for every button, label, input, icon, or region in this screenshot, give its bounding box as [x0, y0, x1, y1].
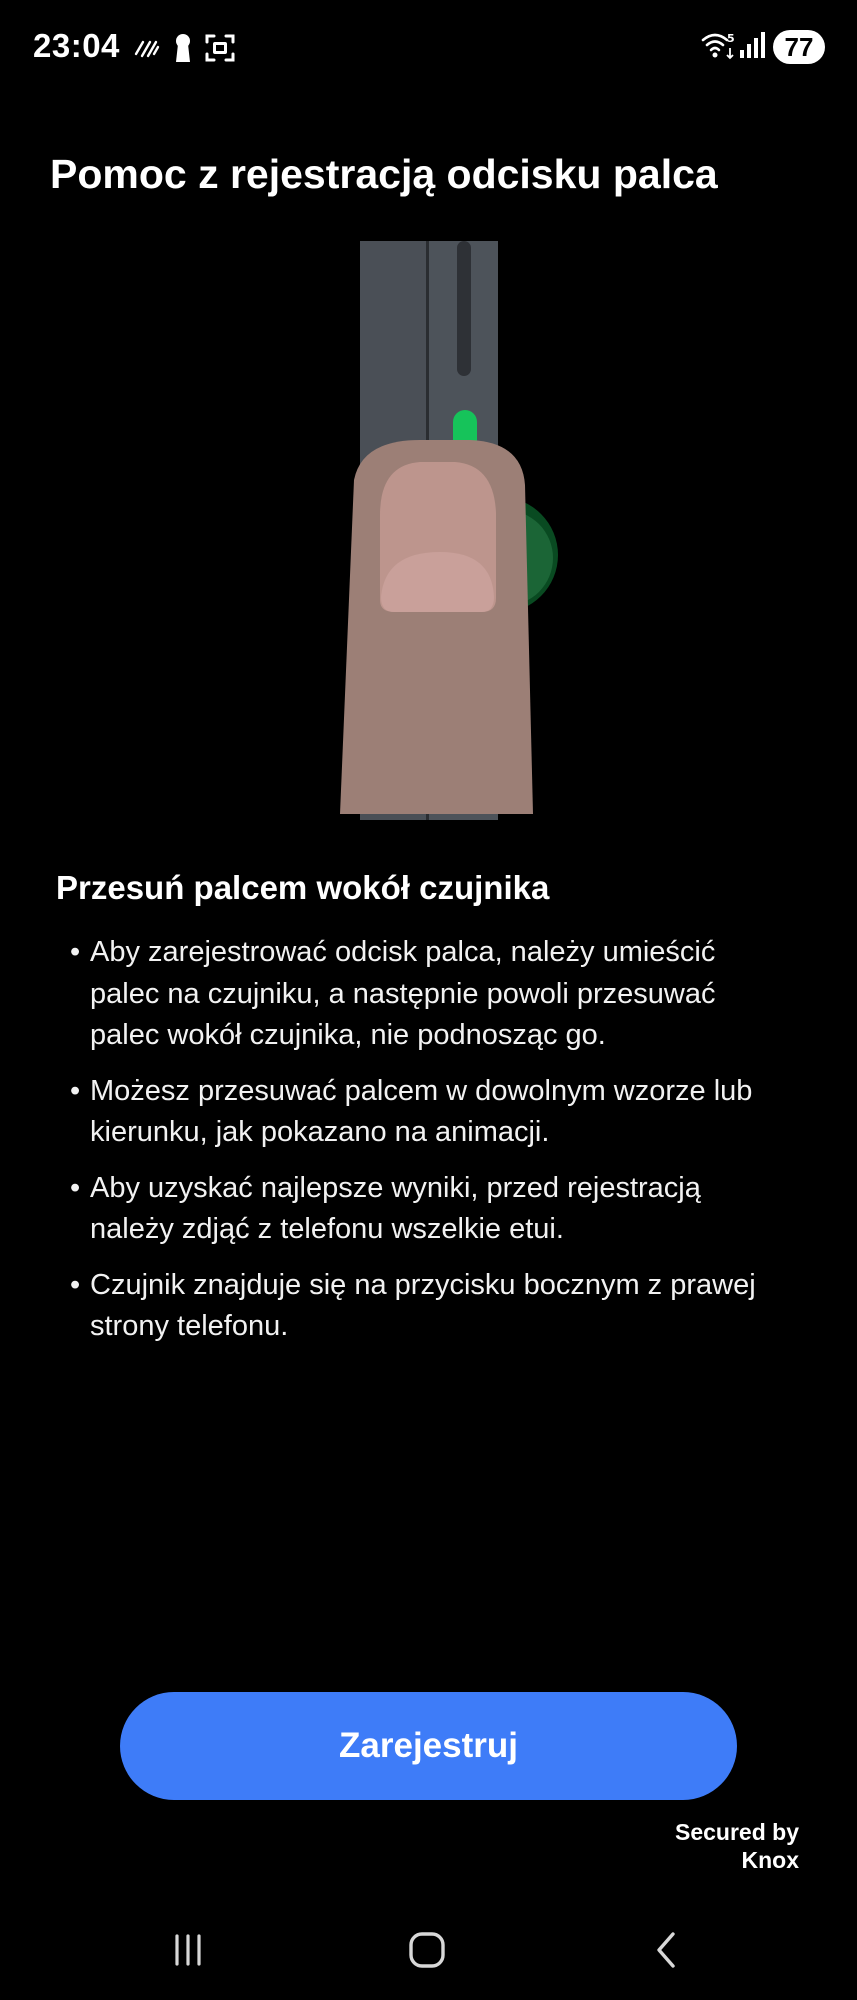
status-time: 23:04: [33, 27, 120, 64]
knox-line-2: Knox: [741, 1847, 799, 1873]
back-icon: [647, 1930, 687, 1970]
page-title: Pomoc z rejestracją odcisku palca: [50, 151, 718, 197]
status-bar: [0, 0, 857, 100]
knox-badge: [675, 1818, 799, 1874]
instruction-item: [70, 1071, 790, 1154]
recents-button[interactable]: [158, 1926, 218, 1974]
instruction-text: Aby uzyskać najlepsze wyniki, przed rejestracją należy zdjąć z telefonu wszelkie etui.: [90, 1171, 701, 1245]
recents-icon: [168, 1930, 208, 1970]
bullet-icon: •: [70, 1074, 81, 1107]
instruction-item: [70, 1265, 790, 1348]
home-button[interactable]: [397, 1926, 457, 1974]
wifi-icon: [700, 30, 736, 65]
keyhole-icon: [172, 32, 194, 69]
signal-icon: [738, 30, 766, 65]
fingerprint-illustration: [0, 230, 857, 820]
instruction-text: Czujnik znajduje się na przycisku bocznym z prawej strony telefonu.: [90, 1268, 756, 1342]
voice-wave-icon: [134, 34, 160, 65]
bullet-icon: •: [70, 1171, 81, 1204]
home-icon: [405, 1928, 449, 1972]
instructions-list: [70, 932, 790, 1362]
screenshot-icon: [204, 32, 236, 69]
bullet-icon: •: [70, 1268, 81, 1301]
instructions-title: Przesuń palcem wokół czujnika: [56, 869, 550, 906]
instruction-item: [70, 932, 790, 1057]
navigation-bar: [0, 1900, 857, 2000]
instruction-item: [70, 1168, 790, 1251]
battery-indicator: 77: [773, 30, 825, 64]
instruction-text: Aby zarejestrować odcisk palca, należy umieścić palec na czujniku, a następnie powoli przesuwać palec wokół czujnika, nie podnosząc go.: [90, 936, 716, 1051]
bullet-icon: •: [70, 936, 81, 968]
knox-line-1: Secured by: [675, 1819, 799, 1845]
finger-on-side-sensor-icon: [0, 230, 857, 820]
svg-text:5: 5: [727, 32, 735, 45]
instruction-text: Możesz przesuwać palcem w dowolnym wzorze lub kierunku, jak pokazano na animacji.: [90, 1074, 753, 1148]
back-button[interactable]: [637, 1926, 697, 1974]
register-button[interactable]: Zarejestruj: [120, 1692, 737, 1800]
